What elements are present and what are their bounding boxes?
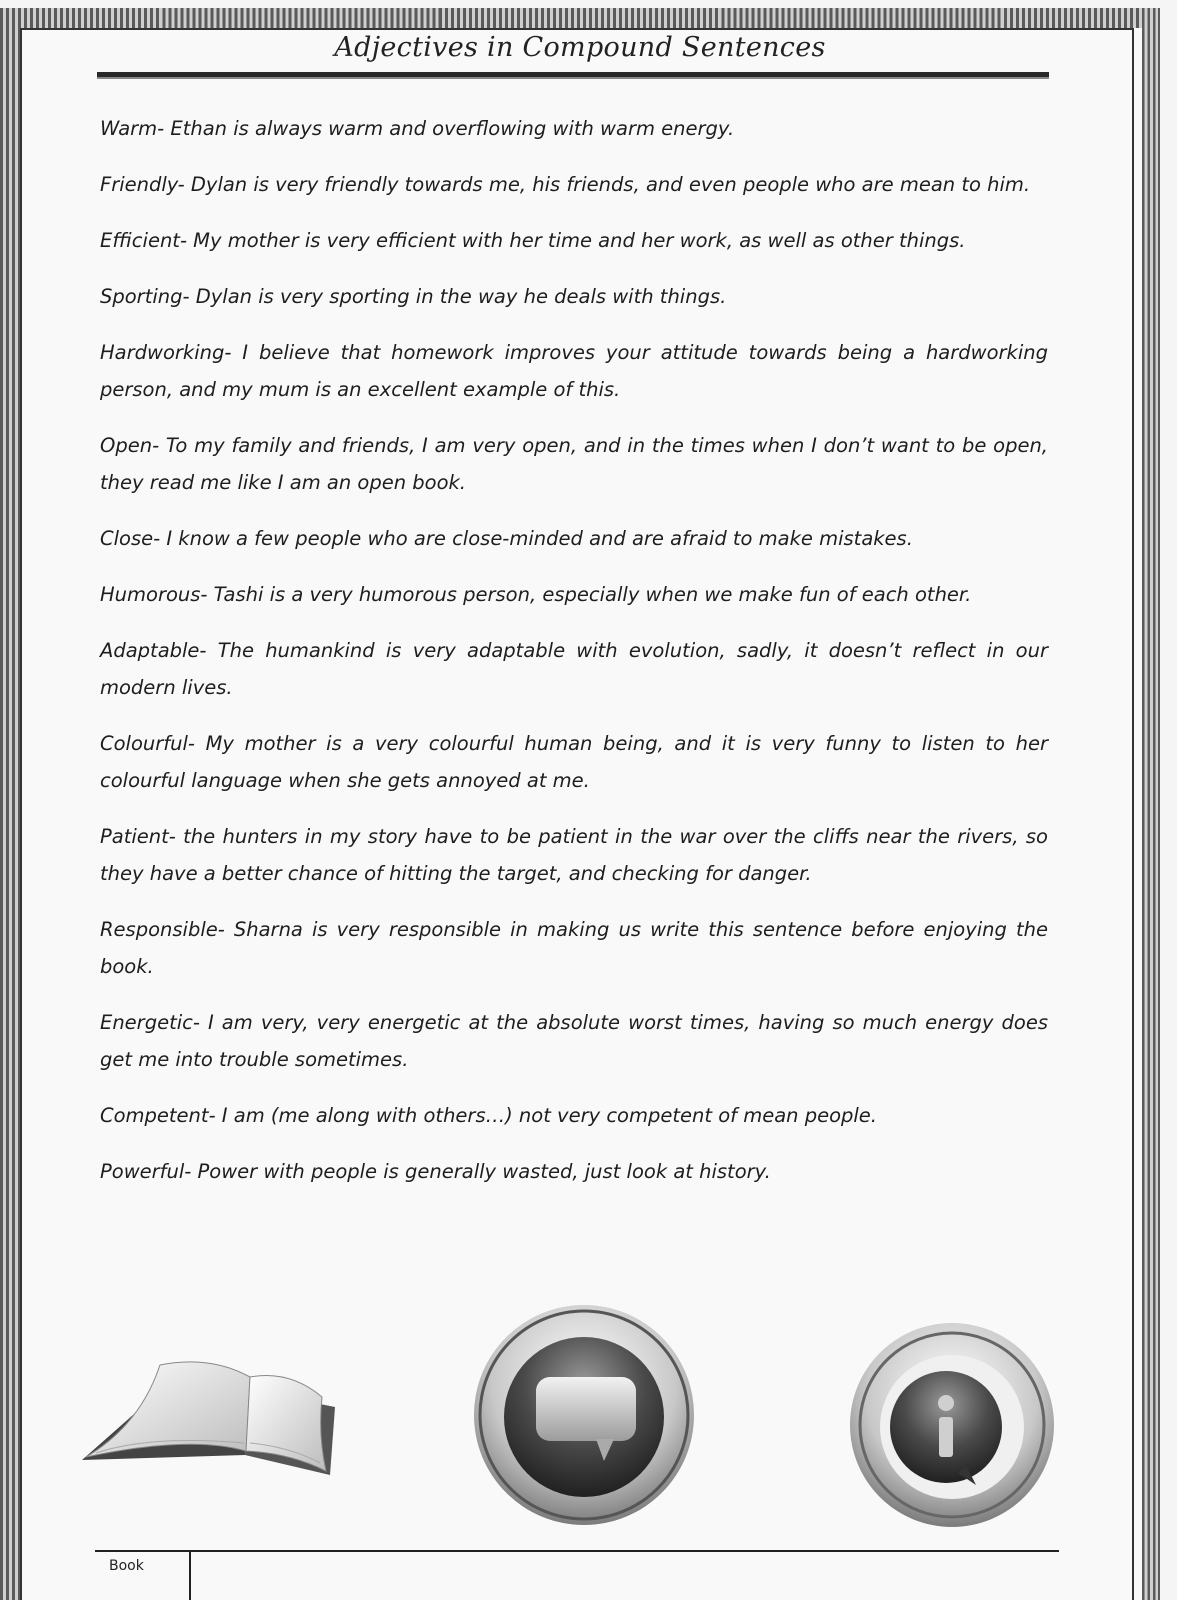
speech-bubble-icon [474,1305,694,1525]
list-item: Humorous- Tashi is a very humorous person, especially when we make fun of each other. [100,583,972,606]
page-title: Adjectives in Compound Sentences [334,32,826,63]
adjective-list [100,110,1048,1209]
title-underline [97,72,1049,79]
list-item: Adaptable- The humankind is very adaptable with evolution, sadly, it doesn’t reflect in our modern lives. [100,639,1048,699]
open-book-icon [82,1362,335,1475]
list-item: Efficient- My mother is very efficient with her time and her work, as well as other things. [100,229,966,252]
list-item: Hardworking- I believe that homework improves your attitude towards being a hardworking person, and my mum is an excellent example of this. [100,341,1048,401]
list-item: Responsible- Sharna is very responsible in making us write this sentence before enjoying the book. [100,918,1048,978]
list-item: Close- I know a few people who are close-minded and are afraid to make mistakes. [100,527,913,550]
list-item: Colourful- My mother is a very colourful human being, and it is very funny to listen to her colourful language when she gets annoyed at me. [100,732,1048,792]
list-item: Energetic- I am very, very energetic at the absolute worst times, having so much energy does get me into trouble sometimes. [100,1011,1048,1071]
list-item: Powerful- Power with people is generally wasted, just look at history. [100,1160,771,1183]
list-item: Patient- the hunters in my story have to be patient in the war over the cliffs near the rivers, so they have a better chance of hitting the target, and checking for danger. [100,825,1048,885]
list-item: Open- To my family and friends, I am very open, and in the times when I don’t want to be open, they read me like I am an open book. [100,434,1048,494]
footer-tab: Book [95,1552,191,1600]
list-item: Competent- I am (me along with others…) not very competent of mean people. [100,1104,877,1127]
footer-rule [95,1550,1059,1552]
list-item: Friendly- Dylan is very friendly towards me, his friends, and even people who are mean to him. [100,173,1031,196]
icon-row [0,1285,1160,1545]
list-item: Sporting- Dylan is very sporting in the way he deals with things. [100,285,727,308]
list-item: Warm- Ethan is always warm and overflowing with warm energy. [100,117,735,140]
info-icon [850,1323,1054,1527]
